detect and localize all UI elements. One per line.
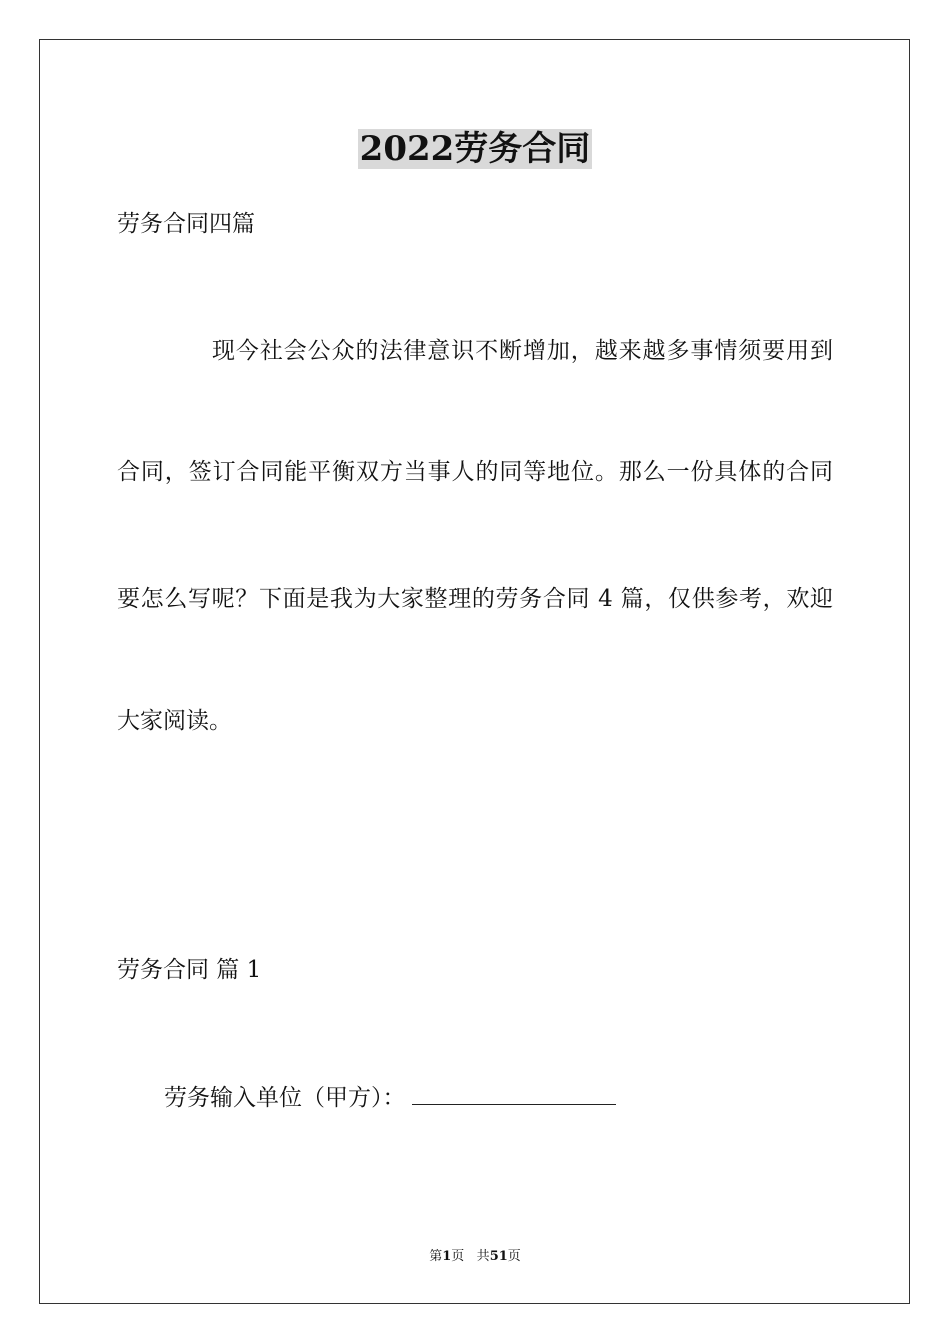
intro-line-4: 大家阅读。	[117, 708, 232, 734]
document-title	[0, 126, 950, 172]
footer-total-pages: 51	[489, 1249, 508, 1264]
document-title-text: 2022劳务合同	[359, 129, 591, 169]
field-label: 劳务输入单位（甲方）：	[164, 1085, 406, 1111]
footer-total-suffix: 页	[507, 1249, 521, 1264]
footer-page-suffix: 页	[451, 1249, 465, 1264]
intro-line-2: 合同，签订合同能平衡双方当事人的同等地位。那么一份具体的合同	[117, 459, 833, 485]
footer-total-prefix: 共	[476, 1249, 490, 1264]
intro-line-1: 现今社会公众的法律意识不断增加，越来越多事情须要用到	[212, 338, 833, 364]
document-subtitle: 劳务合同四篇	[117, 211, 255, 237]
page-footer	[0, 1248, 950, 1266]
intro-line-3: 要怎么写呢？下面是我为大家整理的劳务合同 4 篇，仅供参考，欢迎	[117, 586, 833, 612]
footer-current-page: 1	[442, 1249, 452, 1264]
field-row	[164, 1082, 616, 1113]
section-heading: 劳务合同 篇 1	[117, 957, 262, 983]
footer-prefix: 第	[429, 1249, 443, 1264]
field-blank-line	[412, 1082, 616, 1105]
